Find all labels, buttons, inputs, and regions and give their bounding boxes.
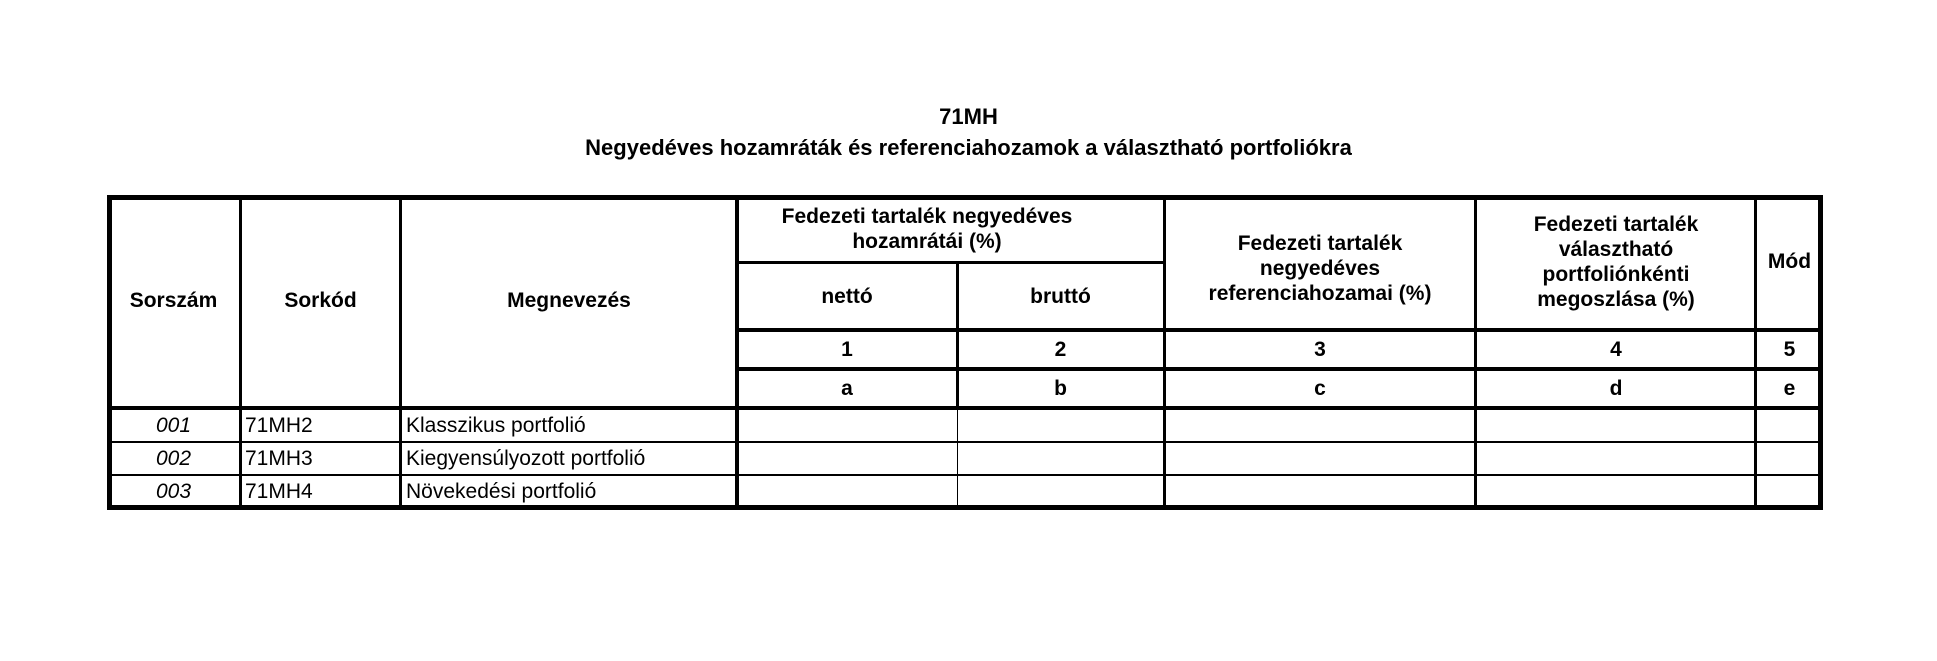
report-title: Negyedéves hozamráták és referenciahozamok a választható portfoliókra (585, 135, 1352, 160)
header-referencia: Fedezeti tartalék negyedéves referenciahozamai (%) (1208, 232, 1432, 305)
table-border-bottom (107, 505, 1823, 510)
col-divider-thin (957, 406, 958, 506)
row-divider (737, 367, 1823, 371)
row-divider (107, 406, 1823, 410)
row-value-b[interactable] (957, 410, 1164, 441)
col-divider (956, 263, 959, 406)
col-number-2: 2 (1054, 338, 1067, 361)
portfolio-table (107, 195, 1823, 510)
header-sorkod: Sorkód (284, 289, 357, 312)
header-mod: Mód (1767, 250, 1812, 273)
col-letter-a: a (841, 377, 853, 400)
col-letter-c: c (1314, 377, 1326, 400)
row-divider (737, 261, 1164, 264)
row-divider (737, 328, 1823, 332)
table-border-right (1818, 195, 1823, 510)
row-value-e[interactable] (1756, 410, 1823, 441)
col-number-1: 1 (841, 338, 853, 361)
row-value-e[interactable] (1756, 443, 1823, 474)
row-value-d[interactable] (1476, 476, 1756, 507)
row-value-c[interactable] (1164, 443, 1476, 474)
table-border-top (107, 195, 1823, 200)
row-value-a[interactable] (737, 476, 957, 507)
row-sorszam: 002 (155, 447, 192, 470)
row-sorszam: 003 (155, 480, 192, 503)
header-megoszlas: Fedezeti tartalék választható portfoliónkénti megoszlása (%) (1533, 212, 1699, 311)
col-letter-d: d (1609, 377, 1623, 400)
col-divider (1474, 195, 1477, 510)
col-divider (399, 195, 402, 510)
row-megnevezes: Kiegyensúlyozott portfolió (406, 447, 646, 470)
table-border-left (107, 195, 112, 510)
col-divider (735, 195, 739, 510)
col-letter-e: e (1783, 377, 1796, 400)
header-sorszam: Sorszám (129, 289, 218, 312)
row-value-c[interactable] (1164, 410, 1476, 441)
report-code: 71MH (939, 104, 998, 129)
row-megnevezes: Növekedési portfolió (406, 480, 597, 503)
row-value-a[interactable] (737, 443, 957, 474)
row-value-d[interactable] (1476, 410, 1756, 441)
header-netto: nettó (821, 285, 873, 308)
row-sorszam: 001 (155, 414, 192, 437)
header-brutto: bruttó (1030, 285, 1091, 308)
col-number-3: 3 (1314, 338, 1326, 361)
col-number-5: 5 (1783, 338, 1796, 361)
row-value-d[interactable] (1476, 443, 1756, 474)
header-megnevezes: Megnevezés (507, 289, 631, 312)
col-letter-b: b (1054, 377, 1067, 400)
row-divider-thin (107, 474, 1823, 476)
row-value-e[interactable] (1756, 476, 1823, 507)
col-divider (1163, 195, 1166, 510)
row-sorkod: 71MH3 (245, 447, 313, 470)
row-value-b[interactable] (957, 443, 1164, 474)
report-header (0, 102, 1937, 164)
row-value-c[interactable] (1164, 476, 1476, 507)
row-value-b[interactable] (957, 476, 1164, 507)
row-value-a[interactable] (737, 410, 957, 441)
row-sorkod: 71MH2 (245, 414, 313, 437)
row-megnevezes: Klasszikus portfolió (406, 414, 586, 437)
row-sorkod: 71MH4 (245, 480, 313, 503)
col-divider (1754, 195, 1757, 510)
col-number-4: 4 (1610, 338, 1622, 361)
header-hozamratak: Fedezeti tartalék negyedéves hozamrátái (%) (781, 205, 1073, 253)
row-divider-thin (107, 441, 1823, 443)
col-divider (239, 195, 242, 510)
